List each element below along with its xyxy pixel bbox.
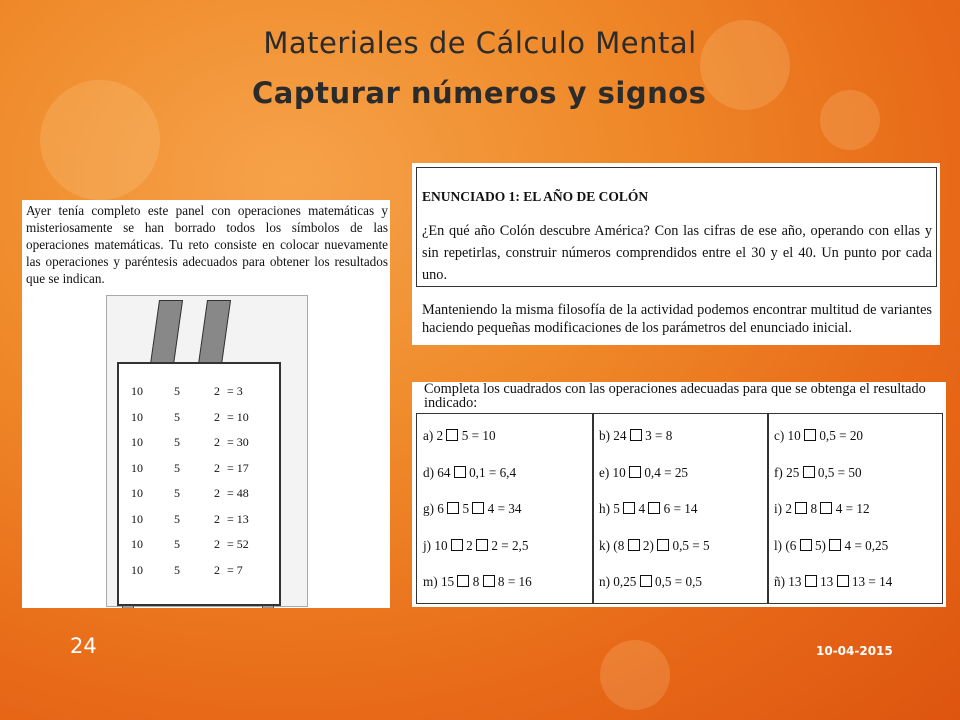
column-divider [592,414,594,603]
easel-cell-a: 10 [131,486,143,500]
exercise-operand: (8 [613,537,628,553]
easel-cell-c: 2 [214,435,220,449]
blank-square-icon [804,429,816,441]
exercise-operand: 5 = 10 [458,428,496,443]
easel-exercise-panel [22,200,390,608]
background-bokeh [820,90,880,150]
exercise-label: d) [423,464,438,480]
exercise-operand: 0,5 = 5 [669,537,710,553]
easel-cell-b: 5 [174,460,180,475]
exercise-operand: 24 [613,428,630,443]
easel-cell-b: 5 [174,562,180,577]
easel-cell-b: 5 [174,435,180,449]
exercise-label: m) [423,574,441,589]
exercise-item [774,428,863,444]
blank-square-icon [454,466,466,478]
exercise-operand: 4 = 0,25 [841,537,889,553]
exercise-operand: 10 [612,464,630,480]
exercise-operand: 0,4 = 25 [641,464,689,480]
blank-square-icon [805,575,817,587]
easel-cell-c: 2 [214,486,220,500]
blank-square-icon [820,502,832,514]
exercise-item [423,574,532,590]
blank-square-icon [472,502,484,514]
easel-cell-a: 10 [131,537,143,551]
blank-square-icon [800,539,812,551]
easel-cell-res: = 48 [227,486,249,500]
easel-cell-res: = 13 [227,511,249,526]
exercise-operand: 64 [437,464,454,480]
blank-square-icon [628,539,640,551]
easel-row [119,410,279,428]
easel-cell-res: = 10 [227,409,249,424]
exercise-operand: 0,5 = 50 [814,464,862,480]
easel-cell-a: 10 [131,460,143,475]
easel-cell-b: 5 [174,384,180,398]
exercise-operand: 15 [440,574,458,589]
blank-square-icon [648,502,660,514]
exercise-item [599,465,688,481]
slide-number: 24 [70,634,97,658]
exercise-operand: 0,1 = 6,4 [465,464,517,480]
blank-square-icon [640,575,652,587]
exercise-operand: 2) [639,537,658,553]
exercise-operand: 13 [788,574,805,589]
exercise-item [599,501,697,517]
slide-title: Materiales de Cálculo Mental [263,26,697,60]
enunciado-panel [412,163,940,345]
exercise-operand: 2 [462,537,477,553]
easel-cell-b: 5 [174,409,180,424]
exercise-operand: 0,5 = 20 [816,428,864,443]
exercise-operand: 4 = 12 [832,501,870,516]
easel-cell-a: 10 [131,562,143,577]
blank-square-icon [447,502,459,514]
exercise-operand: 8 = 16 [494,574,532,589]
exercise-item [599,428,672,444]
exercise-label: b) [599,428,614,443]
exercise-operand: 2 [785,501,796,516]
blank-square-icon [623,502,635,514]
exercise-item [423,501,521,517]
exercise-item [599,538,710,554]
operations-exercise-panel [412,382,946,607]
easel-cell-c: 2 [214,409,220,424]
background-bokeh [600,640,670,710]
easel-cell-res: = 3 [227,384,243,398]
slide-subtitle: Capturar números y signos [252,76,707,110]
exercise-item [423,465,516,481]
exercise-label: i) [774,501,786,516]
exercise-item [774,501,870,517]
blank-square-icon [837,575,849,587]
exercise-label: l) [774,537,786,553]
blank-square-icon [483,575,495,587]
exercise-label: a) [423,428,437,443]
exercise-operand: 0,5 = 0,5 [651,574,702,589]
exercise-operand: 5 [613,501,624,516]
blank-square-icon [795,502,807,514]
easel-cell-c: 2 [214,537,220,551]
exercise-operand: 10 [787,428,805,443]
blank-square-icon [476,539,488,551]
easel-cell-res: = 30 [227,435,249,449]
blank-square-icon [829,539,841,551]
easel-cell-c: 2 [214,384,220,398]
exercise-label: g) [423,501,438,516]
exercise-operand: 8 [469,574,483,589]
blank-square-icon [457,575,469,587]
exercise-operand: 8 [807,501,821,516]
easel-board [117,362,281,606]
exercise-operand: 13 = 14 [848,574,893,589]
slide-date: 10-04-2015 [816,644,893,658]
blank-square-icon [446,429,458,441]
easel-cell-b: 5 [174,486,180,500]
exercise-operand: 10 [434,537,451,553]
exercise-table [416,413,943,604]
easel-row [119,563,279,581]
exercise-item [774,574,892,590]
easel-cell-b: 5 [174,537,180,551]
exercise-operand: 6 = 14 [660,501,698,516]
easel-row [119,537,279,555]
exercise-label: f) [774,464,787,480]
exercise-item [774,465,862,481]
exercise-operand: 0,25 [613,574,640,589]
easel-row [119,486,279,504]
column-divider [767,414,769,603]
easel-row [119,384,279,402]
blank-square-icon [657,539,669,551]
exercise-item [423,428,496,444]
blank-square-icon [630,429,642,441]
exercise-label: n) [599,574,614,589]
exercise-label: e) [599,464,613,480]
easel-cell-res: = 7 [227,562,243,577]
blank-square-icon [629,466,641,478]
exercise-item [774,538,888,554]
exercise-label: h) [599,501,614,516]
exercise-operand: 6 [437,501,448,516]
exercise-operand: 5) [811,537,830,553]
exercise-operand: 2 = 2,5 [488,537,529,553]
enunciado-title: ENUNCIADO 1: EL AÑO DE COLÓN [422,189,649,204]
easel-cell-a: 10 [131,435,143,449]
easel-intro-text: Ayer tenía completo este panel con operaciones matemáticas y misteriosamente se han borrado todos los símbolos de las operaciones matemáticas. Tu reto consiste en colocar nuevamente las operaciones y paréntesis adecuados para obtener los resultados que se indican. [26,203,388,286]
easel-row [119,512,279,530]
exercise-operand: 13 [816,574,837,589]
exercise-operand: 5 [459,501,473,516]
exercise-label: c) [774,428,788,443]
easel-cell-a: 10 [131,384,143,398]
easel-cell-c: 2 [214,460,220,475]
easel-cell-a: 10 [131,409,143,424]
easel-cell-a: 10 [131,511,143,526]
easel-row [119,461,279,479]
exercise-item [423,538,528,554]
exercise-operand: 2 [436,428,447,443]
exercise-label: ñ) [774,574,789,589]
enunciado-text: ¿En qué año Colón descubre América? Con las cifras de ese año, operando con ellas y sin repetirlas, construir números comprendidos entre el 30 y el 40. Un punto por cada uno. [422,223,932,283]
easel-row [119,435,279,453]
exercise-operand: 4 = 34 [484,501,522,516]
easel-cell-res: = 52 [227,537,249,551]
easel-cell-c: 2 [214,511,220,526]
exercise-item [599,574,702,590]
easel-cell-res: = 17 [227,460,249,475]
exercise-label: j) [423,537,435,553]
exercise-intro: Completa los cuadrados con las operaciones adecuadas para que se obtenga el resultado indicado: [424,382,926,411]
exercise-operand: 25 [786,464,803,480]
exercise-label: k) [599,537,614,553]
exercise-operand: 3 = 8 [641,428,673,443]
variants-text: Manteniendo la misma filosofía de la actividad podemos encontrar multitud de variantes haciendo pequeñas modificaciones de los parámetros del enunciado inicial. [422,302,932,336]
exercise-operand: 4 [635,501,649,516]
blank-square-icon [451,539,463,551]
blank-square-icon [803,466,815,478]
easel-cell-b: 5 [174,511,180,526]
background-bokeh [40,80,160,200]
exercise-operand: (6 [785,537,800,553]
easel-cell-c: 2 [214,562,220,577]
